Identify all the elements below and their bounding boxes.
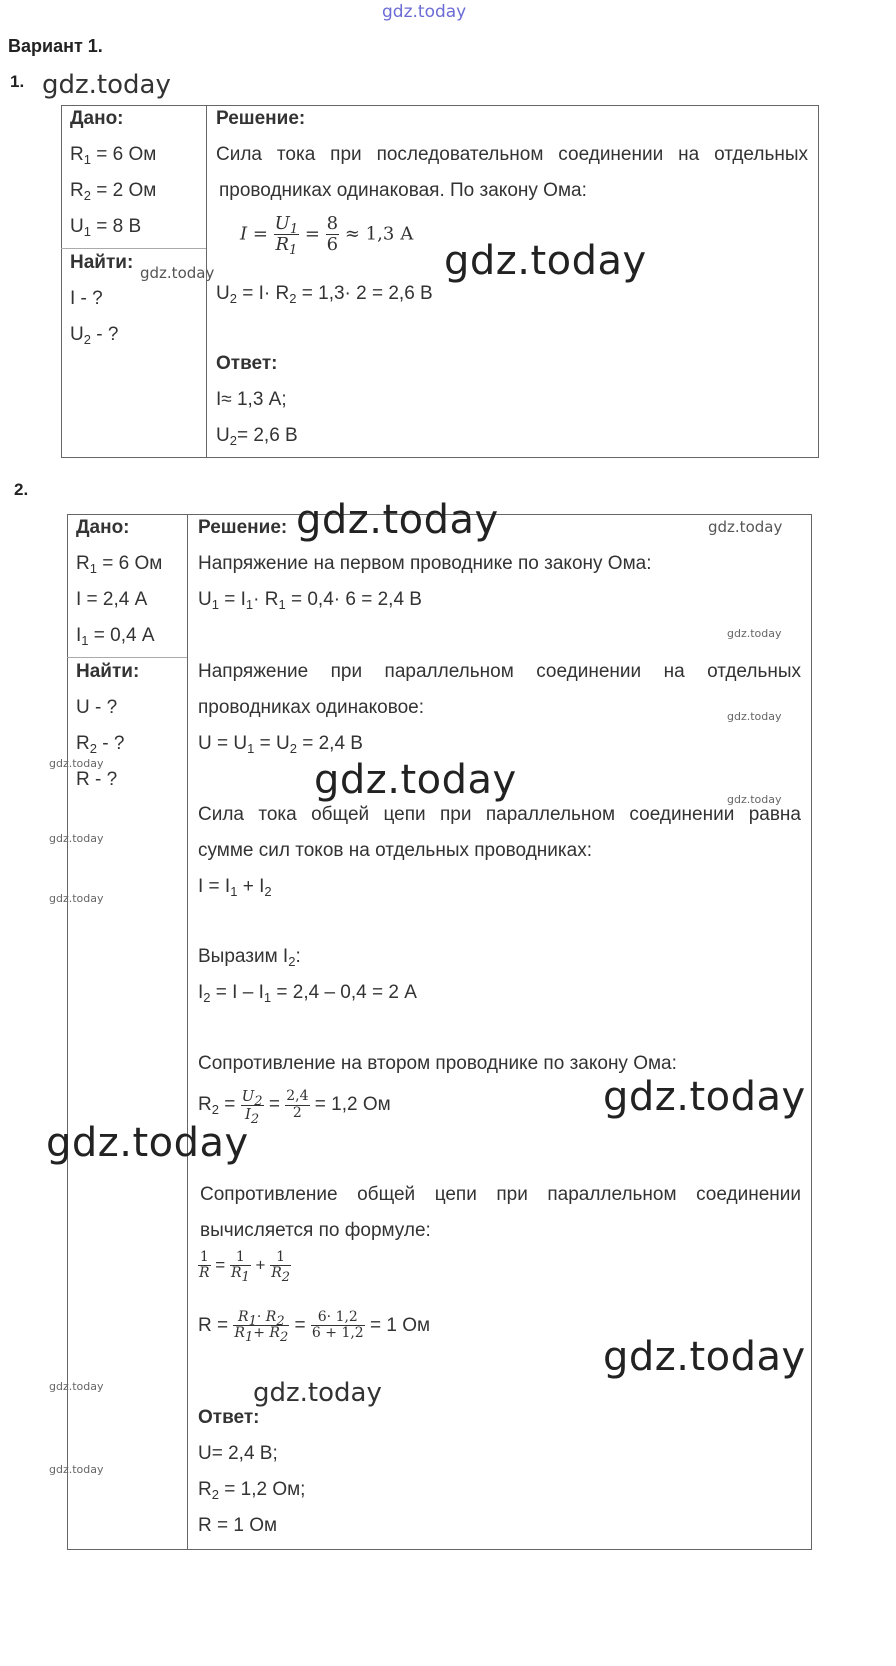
watermark-top: gdz.today [382, 2, 467, 22]
task2-answer-voltage: U= 2,4 В; [198, 1443, 278, 1464]
table2-left-border [67, 514, 68, 1550]
task1-given-u1: $U_1 = 8$ В [70, 216, 142, 239]
task2-step5-formula: $R_2$ = $\frac{U_2}{I_2}$ = $\frac{2,4}{2}$ = 1,2 Ом [198, 1087, 391, 1127]
task2-find-u: U - ? [76, 697, 118, 718]
task2-step3-line2: сумме сил токов на отдельных проводниках: [198, 840, 592, 861]
task1-answer-label: Ответ: [216, 353, 278, 374]
task2-answer-label: Ответ: [198, 1407, 260, 1428]
task2-number: 2. [14, 480, 29, 499]
task2-find-r2: $R_2$ - ? [76, 733, 125, 756]
task1-given-r1: $R_1 = 6$ Ом [70, 144, 157, 167]
task2-given-label: Дано: [76, 517, 130, 538]
watermark: gdz.today [253, 1378, 382, 1408]
watermark: gdz.today [314, 757, 517, 803]
task2-step6-line1: Сопротивление общей цепи при параллельном соединении [200, 1184, 801, 1205]
watermark: gdz.today [727, 627, 782, 640]
task2-given-i1: $I_1 = 0,4$ А [76, 625, 155, 648]
task1-find-i: I - ? [70, 288, 103, 309]
task2-step2-line2: проводниках одинаковое: [198, 697, 425, 718]
task2-find-label: Найти: [76, 661, 140, 682]
task1-find-u2: $U_2$ - ? [70, 324, 119, 347]
table1-bottom-border [61, 457, 819, 458]
task2-step1-text: Напряжение на первом проводнике по закону Ома: [198, 553, 652, 574]
watermark: gdz.today [42, 70, 171, 100]
watermark: gdz.today [46, 1120, 249, 1166]
watermark: gdz.today [140, 264, 215, 282]
task2-step2-formula: $U = U_1 = U_2 = 2,4$ В [198, 733, 363, 756]
table1-right-border [818, 105, 819, 458]
task2-given-r1: $R_1 = 6$ Ом [76, 553, 163, 576]
watermark: gdz.today [603, 1074, 806, 1120]
watermark: gdz.today [296, 497, 499, 543]
task2-answer-r: R = 1 Ом [198, 1515, 278, 1536]
task2-step5-text: Сопротивление на втором проводнике по закону Ома: [198, 1053, 677, 1074]
task1-answer-current: I≈ 1,3 А; [216, 389, 287, 410]
watermark: gdz.today [708, 518, 783, 536]
table1-given-separator [61, 248, 206, 249]
task1-formula-u2: $U_2 = I\cdot R_2 = 1,3\cdot 2 = 2,6$ В [216, 283, 433, 306]
table2-given-separator [67, 657, 187, 658]
task2-find-r: R - ? [76, 769, 118, 790]
task2-step4-formula: $I_2 = I - I_1 = 2,4 - 0,4 = 2$ А [198, 982, 417, 1005]
task1-solution-label: Решение: [216, 108, 306, 129]
task1-find-label: Найти: [70, 252, 134, 273]
table1-top-border [61, 105, 819, 106]
watermark: gdz.today [49, 1380, 104, 1393]
task2-step6-line2: вычисляется по формуле: [200, 1220, 431, 1241]
task1-number: 1. [10, 72, 25, 91]
watermark: gdz.today [49, 892, 104, 905]
table1-left-border [61, 105, 62, 458]
task1-formula-current: I = $\frac{U_1}{R_1}$ = $\frac{8}{6}$ ≈ 1,3 А [240, 213, 414, 258]
watermark: gdz.today [49, 757, 104, 770]
watermark: gdz.today [444, 238, 647, 284]
task2-step3-line1: Сила тока общей цепи при параллельном соединении равна [198, 804, 801, 825]
task2-given-i: I = 2,4 А [76, 589, 148, 610]
watermark: gdz.today [727, 793, 782, 806]
watermark: gdz.today [727, 710, 782, 723]
task2-step6-formula1: $\frac{1}{R}$ = $\frac{1}{R_1}$ + $\frac{1}{R_2}$ [199, 1249, 291, 1286]
table2-right-border [811, 514, 812, 1550]
table2-divider [187, 514, 188, 1550]
task2-step6-formula2: R = $\frac{R_1\cdot R_2}{R_1+ R_2}$ = $\frac{6\cdot 1,2}{6 + 1,2}$ = 1 Ом [198, 1309, 431, 1346]
table2-bottom-border [67, 1549, 812, 1550]
variant-heading: Вариант 1. [8, 36, 103, 56]
watermark: gdz.today [603, 1334, 806, 1380]
task1-text-line1: Сила тока при последовательном соединении на отдельных [216, 144, 808, 165]
task2-step2-line1: Напряжение при параллельном соединении на отдельных [198, 661, 801, 682]
task2-step3-formula: $I = I_1 + I_2$ [198, 876, 272, 899]
task2-solution-label: Решение: [198, 517, 288, 538]
task1-given-r2: $R_2 = 2$ Ом [70, 180, 157, 203]
task2-step4-text: Выразим $I_2$: [198, 946, 301, 969]
task1-given-label: Дано: [70, 108, 124, 129]
task2-answer-r2: $R_2 = 1,2$ Ом; [198, 1479, 306, 1502]
task2-step1-formula: $U_1 = I_1\cdot R_1 = 0,4\cdot 6 = 2,4$ В [198, 589, 422, 612]
watermark: gdz.today [49, 1463, 104, 1476]
watermark: gdz.today [49, 832, 104, 845]
task1-text-line2: проводниках одинаковая. По закону Ома: [219, 180, 587, 201]
task1-answer-voltage: $U_2= 2,6$ В [216, 425, 298, 448]
